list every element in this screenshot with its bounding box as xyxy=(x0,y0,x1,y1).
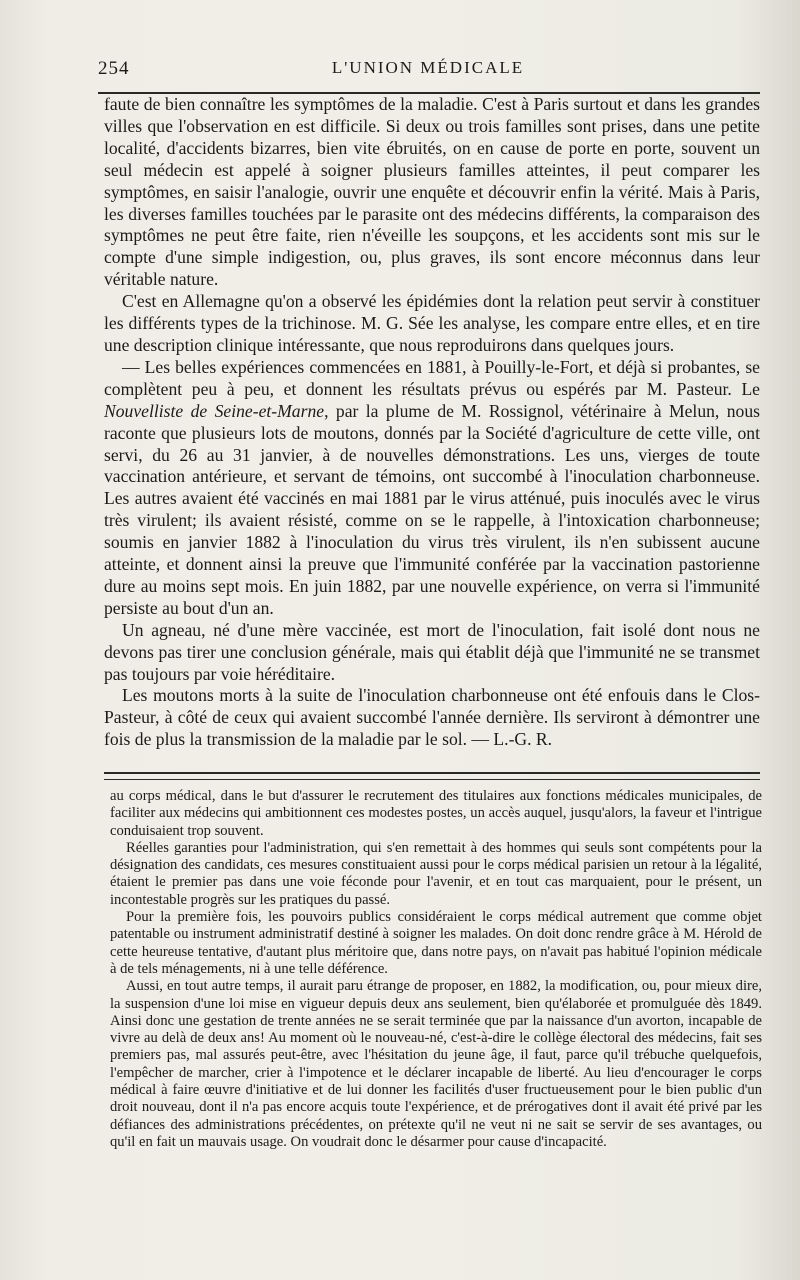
paragraph-moutons-morts: Les moutons morts à la suite de l'inoculation charbonneuse ont été enfouis dans le Clos-Pasteur, à côté de ceux qui avaient succombé l'année dernière. Ils serviront à démontrer une fois de plus la transmission de la maladie par le sol. — L.-G. R. xyxy=(104,685,760,750)
paragraph-pouilly-le-fort-b: , par la plume de M. Rossignol, vétérinaire à Melun, nous raconte que plusieurs lots de moutons, donnés par la Société d'agriculture de cette ville, ont servi, du 26 au 31 janvier, à de nouvelles démonstrations. Les uns, vierges de toute vaccination antérieure, et servant de témoins, ont succombé à l'inoculation charbonneuse. Les autres avaient été vaccinés en mai 1881 par le virus atténué, puis inoculés avec le virus très virulent; ils avaient résisté, comme on se le rappelle, à l'intoxication charbonneuse; soumis en janvier 1882 à l'inoculation du virus très virulent, ils n'en subissent aucune atteinte, et donnent ainsi la preuve que l'immunité conférée par la vaccination pastorienne dure au moins sept mois. En juin 1882, par une nouvelle expérience, on verra si l'immunité persiste au bout d'un an. xyxy=(104,400,760,618)
paragraph-trichinose-continuation: faute de bien connaître les symptômes de la maladie. C'est à Paris surtout et dans les grandes villes que l'observation en est difficile. Si deux ou trois familles sont prises, dans une petite localité, d'accidents bizarres, bien vite ébruités, on en cause de porte en porte, souvent un seul médecin est appelé à soigner plusieurs familles atteintes, il peut comparer les symptômes, en saisir l'analogie, ouvrir une enquête et découvrir enfin la vérité. Mais à Paris, les diverses familles touchées par le parasite ont des médecins différents, la comparaison des symptômes ne peut être faite, rien n'éveille les soupçons, et les accidents sont mis sur le compte d'une simple indigestion, ou, plus graves, ils sont encore méconnus dans leur véritable nature. xyxy=(104,94,760,290)
feuilleton-paragraph-3: Pour la première fois, les pouvoirs publics considéraient le corps médical autrement que comme objet patentable ou instrument administratif destiné à soigner les malades. On doit donc rendre grâce à M. Hérold de cette heureuse tentative, d'autant plus méritoire que, dans notre pays, on n'avait pas habitué l'opinion médicale à de tels ménagements, ni à une telle déférence. xyxy=(110,909,762,977)
paragraph-allemagne: C'est en Allemagne qu'on a observé les épidémies dont la relation peut servir à constituer les différents types de la trichinose. M. G. Sée les analyse, les compare entre elles, et en tire une description clinique intéressante, que nous reproduirons dans quelques jours. xyxy=(104,291,760,355)
page-number: 254 xyxy=(98,58,130,79)
page-header xyxy=(98,50,758,86)
feuilleton-paragraph-2: Réelles garanties pour l'administration, qui s'en remettait à des hommes qui seuls sont compétents pour la désignation des candidats, ces mesures constituaient aussi pour le corps médical parisien un retour à la légalité, étaient le premier pas dans une voie féconde pour l'avenir, et en tout cas marquaient, pour le présent, un incontestable progrès sur les pratiques du passé. xyxy=(110,839,762,908)
footnote-separator xyxy=(104,772,760,780)
paragraph-pouilly-le-fort-a: — Les belles expériences commencées en 1881, à Pouilly-le-Fort, et déjà si probantes, se complètent peu à peu, et donnent les résultats prévus ou espérés par M. Pasteur. Le xyxy=(104,356,760,399)
running-title: L'UNION MÉDICALE xyxy=(331,58,525,77)
newspaper-title: Nouvelliste de Seine-et-Marne xyxy=(104,400,325,421)
feuilleton-text xyxy=(110,788,762,1151)
main-text xyxy=(104,94,760,751)
feuilleton-paragraph-4: Aussi, en tout autre temps, il aurait paru étrange de proposer, en 1882, la modification, ou, pour mieux dire, la suspension d'une loi mise en vigueur depuis deux ans seulement, bien qu'élaborée et promulguée dès 1849. Ainsi donc une gestation de trente années ne se serait terminée que par la naissance d'un avorton, incapable de vivre au delà de deux ans! Au moment où le nouveau-né, c'est-à-dire le collège électoral des médecins, fait ses premiers pas, mal assurés peut-être, avec l'hésitation du jeune âge, il faut, parce qu'il trébuche quelquefois, l'empêcher de marcher, crier à l'impotence et le déclarer incapable de liberté. Au lieu d'encourager le corps médical à faire œuvre d'initiative et de lui donner les facilités d'user fructueusement pour le bien public d'un droit nouveau, dont il n'a pas encore acquis toute l'expérience, et de prérogatives dont il avait été privé par les défiances des administrations précédentes, on prétexte qu'il ne veut ni ne sait se servir de ses avantages, ou qu'il en fait un mauvais usage. On voudrait donc le désarmer pour cause d'incapacité. xyxy=(110,978,762,1150)
paragraph-pouilly-le-fort xyxy=(104,357,760,620)
feuilleton-paragraph-1: au corps médical, dans le but d'assurer le recrutement des titulaires aux fonctions médicales municipales, de faciliter aux médecins qui ambitionnent ces modestes postes, un accès auquel, jusqu'alors, la faveur et l'intrigue conduisaient trop souvent. xyxy=(110,788,762,839)
paragraph-agneau: Un agneau, né d'une mère vaccinée, est mort de l'inoculation, fait isolé dont nous ne devons pas tirer une conclusion générale, mais qui établit déjà que l'immunité ne se transmet pas toujours par voie héréditaire. xyxy=(104,619,760,684)
